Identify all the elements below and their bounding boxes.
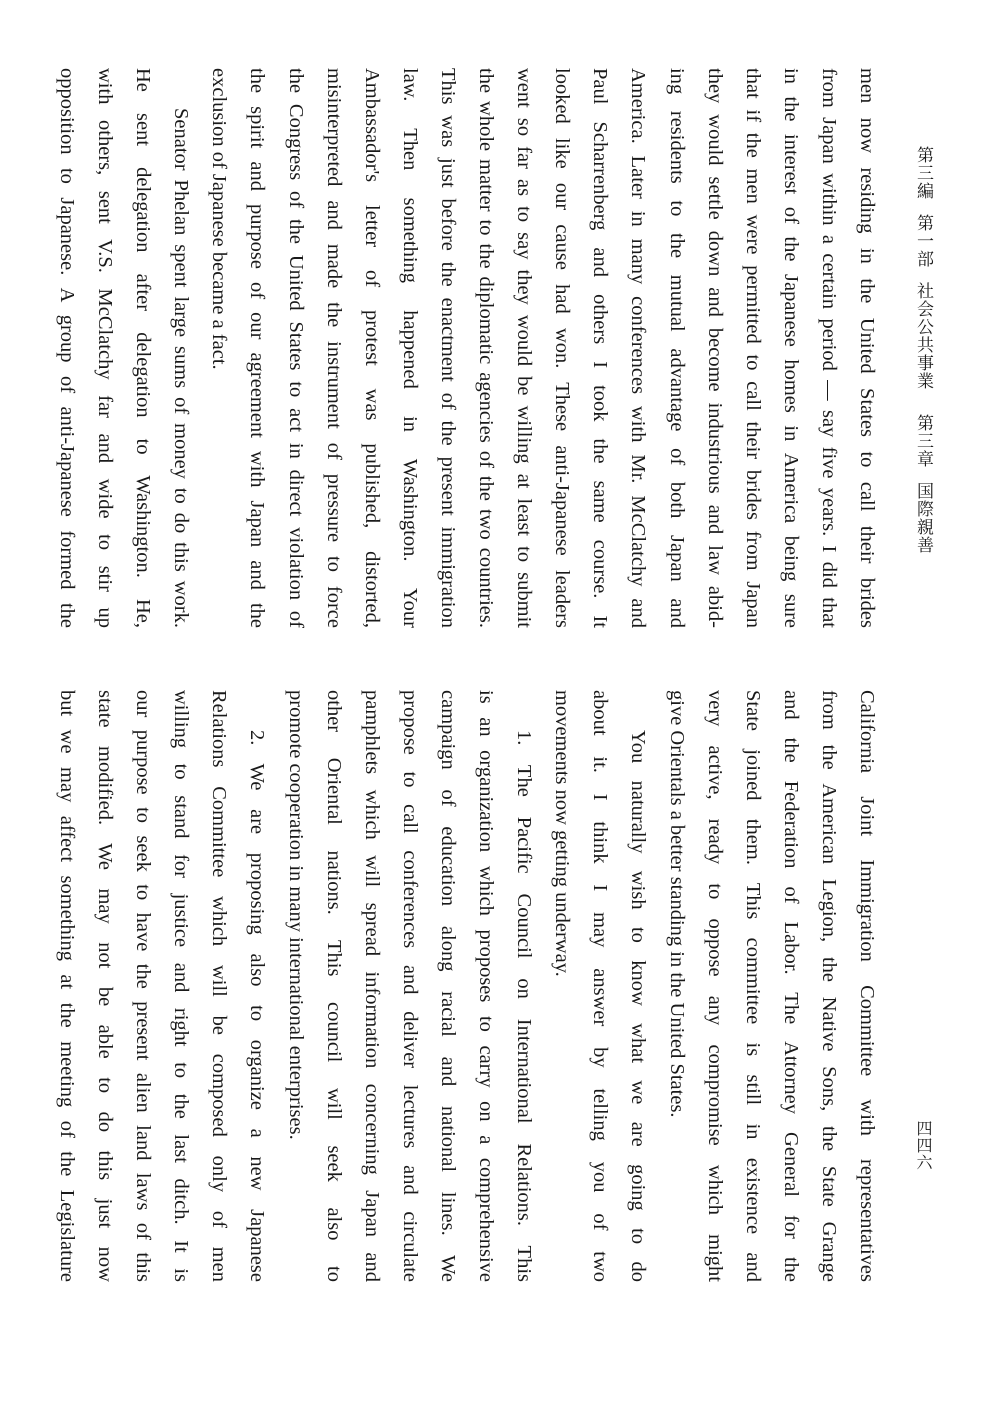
text-line: pamphlets which will spread information concerning Japan and [360,690,383,1282]
text-line: This was just before the enactment of the present immigration [436,68,459,628]
text-line: movements now getting underway. [551,690,574,977]
text-line: looked like our cause had won. These anti-Japanese leaders [551,68,574,628]
header-chapter-title: 国際親善 [913,482,933,554]
text-line: willing to stand for justice and right to the last ditch. It is [170,690,193,1282]
text-line: exclusion of Japanese became a fact. [208,68,231,370]
text-line: our purpose to seek to have the present alien land laws of this [132,690,155,1282]
text-line: from the American Legion, the Native Sons, the State Grange [817,690,840,1282]
text-line: about it. I think I may answer by telling you of two [589,690,612,1282]
text-line: misinterpreted and made the instrument of pressure to force [322,68,345,628]
text-line: give Orientals a better standing in the United States. [665,690,688,1118]
text-column-top [48,68,886,628]
text-line: Paul Scharrenberg and others I took the same course. It [589,68,612,628]
text-line: America. Later in many conferences with Mr. McClatchy and [627,68,650,628]
text-line: 1. The Pacific Council on International Relations. This [513,730,536,1282]
text-line: that if the men were permitted to call their brides from Japan [741,68,764,628]
text-line: but we may affect something at the meeting of the Legislature [56,690,79,1282]
text-line: from Japan within a certain period — say five years. I did that [817,68,840,628]
page-number: 四四六 [914,1120,933,1171]
text-line: the whole matter to the diplomatic agencies of the two countries. [475,68,498,628]
running-header [908,146,938,554]
text-line: the spirit and purpose of our agreement with Japan and the [246,68,269,628]
text-line: California Joint Immigration Committee with representatives [856,690,878,1282]
text-line: Relations Committee which will be composed only of men [208,690,231,1282]
text-line: propose to call conferences and deliver lectures and circulate [398,690,421,1282]
text-line: He sent delegation after delegation to Washington. He, [132,68,155,628]
text-line: went so far as to say they would be willing at least to submit [513,68,536,628]
text-line: 2. We are proposing also to organize a new Japanese [246,730,269,1282]
text-line: state modified. We may not be able to do this just now [94,690,117,1282]
text-line: and the Federation of Labor. The Attorney General for the [779,690,802,1282]
header-section: 第一部 [913,214,933,268]
text-line: promote cooperation in many international enterprises. [284,690,307,1140]
text-line: law. Then something happened in Washington. Your [398,68,421,628]
text-line: very active, ready to oppose any compromise which might [703,690,726,1282]
text-line: Ambassador's letter of protest was published, distorted, [360,68,383,628]
text-column-bottom [48,690,886,1282]
text-line: ing residents to the mutual advantage of both Japan and [665,68,688,628]
text-line: in the interest of the Japanese homes in America being sure [779,68,802,628]
text-line: Senator Phelan spent large sums of money to do this work. [170,108,193,628]
text-line: You naturally wish to know what we are going to do [627,730,650,1282]
text-line: campaign of education along racial and national lines. We [436,690,459,1282]
header-subject: 社会公共事業 [913,282,933,390]
text-line: is an organization which proposes to carry on a comprehensive [475,690,498,1282]
text-line: men now residing in the United States to call their brides [856,68,878,628]
text-line: opposition to Japanese. A group of anti-Japanese formed the [56,68,79,628]
header-chapter: 第三章 [913,414,933,468]
text-line: other Oriental nations. This council will seek also to [322,690,345,1282]
text-line: with others, sent V.S. McClatchy far and wide to stir up [94,68,117,628]
header-part: 第三編 [913,146,933,200]
text-line: they would settle down and become industrious and law abid- [703,68,726,628]
text-line: the Congress of the United States to act in direct violation of [284,68,307,628]
text-line: State joined them. This committee is still in existence and [741,690,764,1282]
